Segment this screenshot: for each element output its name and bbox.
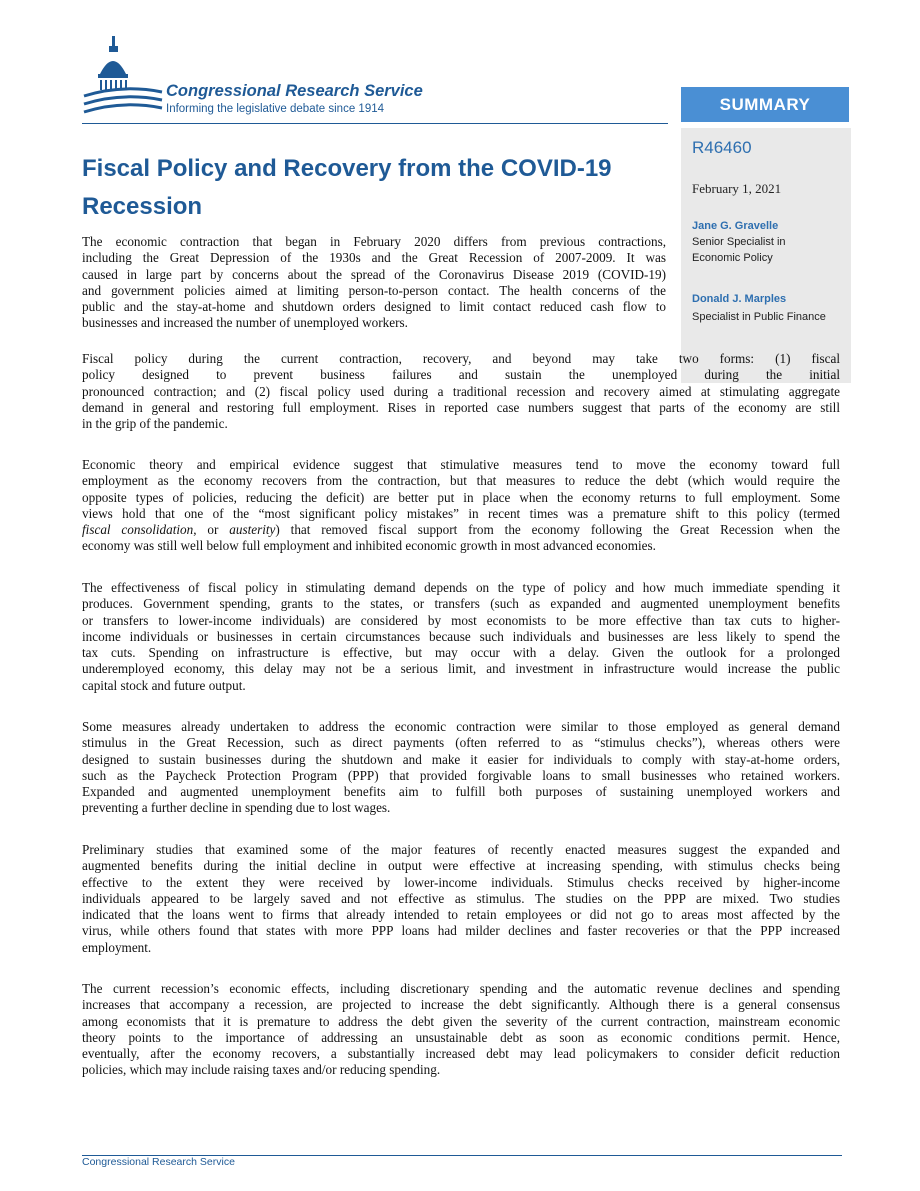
text-line: among economists that it is premature to address the debt given the severity of the current contraction, mainstream economic	[82, 1013, 840, 1029]
text-line: theory points to the importance of addressing an unsustainable debt as soon as economic conditions permit. Hence,	[82, 1029, 840, 1045]
text-line: capital stock and future output.	[82, 677, 246, 693]
text-line: individuals appeared to be largely saved and not effective as stimulus. The studies on the PPP are mixed. Two studies	[82, 890, 840, 906]
text-line: views hold that one of the “most significant policy mistakes” in recent times was a premature shift to this policy (termed	[82, 505, 840, 521]
text-line: demand in general and restoring full employment. Rises in reported case numbers suggest that parts of the economy are still	[82, 399, 840, 415]
text-line: Fiscal policy during the current contraction, recovery, and beyond may take two forms: (1) fiscal	[82, 351, 840, 366]
paragraph	[82, 842, 840, 956]
text-line: Preliminary studies that examined some of the major features of recently enacted measures suggest the expanded and	[82, 842, 840, 857]
text-line: income individuals or businesses in certain circumstances because such individuals and businesses are less likely to spend the	[82, 628, 840, 644]
paragraph	[82, 457, 840, 555]
author-role	[692, 234, 852, 266]
text-line: indicated that the loans went to firms that already intended to retain employees or did not go to areas most affected by the	[82, 907, 840, 923]
text-line: employment.	[82, 939, 152, 955]
author-role	[692, 309, 852, 325]
text-line: Expanded and augmented unemployment benefits aim to fulfill both purposes of sustaining unemployed workers and	[82, 784, 840, 800]
text-line: The current recession’s economic effects, including discretionary spending and the automatic revenue declines and spending	[82, 981, 840, 996]
text-line: including the Great Depression of the 1930s and the Great Recession of 2007-2009. It was	[82, 250, 666, 266]
text-line: policy designed to prevent business failures and sustain the unemployed during the initial	[82, 367, 840, 383]
report-date: February 1, 2021	[692, 181, 782, 196]
text-line: underemployed economy, this delay may not be a serious limit, and investment in infrastructure would increase the public	[82, 661, 840, 677]
text-line: Some measures already undertaken to address the economic contraction were similar to those employed as general demand	[82, 719, 840, 734]
report-sidebar	[681, 128, 851, 383]
text-line: designed to sustain businesses during the shutdown and make it easier for individuals to comply with stay-at-home orders,	[82, 751, 840, 767]
paragraph	[82, 981, 840, 1079]
text-line: pronounced contraction; and (2) fiscal policy used during a traditional recession and recovery aimed at stimulating aggregate	[82, 383, 840, 399]
author-name: Donald J. Marples	[692, 293, 787, 305]
org-name: Congressional Research Service	[166, 82, 423, 100]
text-line: increases that accompany a recession, are projected to increase the debt significantly. Although there is a general consensus	[82, 997, 840, 1013]
text-line: policies, which may include raising taxes and/or reducing spending.	[82, 1062, 441, 1078]
text-line: in the grip of the pandemic.	[82, 416, 228, 432]
text-line: virus, while others found that states with more PPP loans had milder declines and faster recoveries or that the PPP increased	[82, 923, 840, 939]
paragraph	[82, 719, 840, 817]
document-title: Fiscal Policy and Recovery from the COVID-19 Recession	[82, 155, 612, 220]
author-role-line: Senior Specialist in	[692, 236, 786, 248]
paragraph	[82, 580, 840, 694]
footer-org-name: Congressional Research Service	[82, 1156, 235, 1168]
text-line: fiscal consolidation, or austerity) that removed fiscal support from the economy following the Great Recession when the	[82, 522, 840, 538]
text-line: preventing a further decline in spending due to lost wages.	[82, 800, 391, 816]
report-number: R46460	[692, 138, 752, 157]
text-line: eventually, after the economy recovers, a substantially increased debt may lead policymakers to consider deficit reduction	[82, 1046, 840, 1062]
org-tagline: Informing the legislative debate since 1914	[166, 103, 385, 115]
text-line: The effectiveness of fiscal policy in stimulating demand depends on the type of policy and how much immediate spending it	[82, 580, 840, 595]
text-line: effective to the extent they were received by lower-income individuals. Stimulus checks received by higher-income	[82, 874, 840, 890]
text-line: tax cuts. Spending on infrastructure is effective, but may occur with a delay. Given the outlook for a prolonged	[82, 645, 840, 661]
crs-logo	[82, 34, 482, 120]
summary-tab: SUMMARY	[681, 87, 849, 122]
text-line: produces. Government spending, grants to the states, or transfers (such as expanded and augmented unemployment benefits	[82, 596, 840, 612]
text-line: Economic theory and empirical evidence suggest that stimulative measures tend to move the economy toward full	[82, 457, 840, 472]
text-line: caused in large part by concerns about the spread of the Coronavirus Disease 2019 (COVID-19)	[82, 266, 666, 282]
text-line: stimulus in the Great Recession, such as direct payments (often referred to as “stimulus checks”), whereas others were	[82, 735, 840, 751]
text-line: augmented benefits during the initial decline in output were effective at increasing spending, with stimulus checks being	[82, 858, 840, 874]
text-line: and government policies aimed at limiting person-to-person contact. The health concerns of the	[82, 282, 666, 298]
header-divider	[82, 123, 668, 124]
author-role-line: Economic Policy	[692, 252, 773, 264]
text-line: The economic contraction that began in February 2020 differs from previous contractions,	[82, 234, 666, 249]
paragraph	[82, 234, 666, 332]
text-line: or transfers to lower-income individuals) are considered by most economists to be more effective than tax cuts to higher-	[82, 612, 840, 628]
capitol-dome-icon	[82, 34, 166, 120]
author-name: Jane G. Gravelle	[692, 220, 779, 232]
author-role-line: Specialist in Public Finance	[692, 311, 826, 323]
text-line: public and the stay-at-home and shutdown orders designed to limit contact reduced cash flow to	[82, 299, 666, 315]
text-line: such as the Paycheck Protection Program (PPP) that provided forgivable loans to small businesses who retained workers.	[82, 767, 840, 783]
text-line: employment as the economy recovers from the contraction, but that measures to reduce the debt (which would require the	[82, 473, 840, 489]
text-line: economy was still well below full employment and inhibited economic growth in most advanced economies.	[82, 538, 656, 554]
paragraph	[82, 351, 840, 432]
text-line: opposite types of policies, reducing the deficit) are better put in place when the economy returns to full employment. Some	[82, 489, 840, 505]
text-line: businesses and increased the number of unemployed workers.	[82, 315, 408, 331]
